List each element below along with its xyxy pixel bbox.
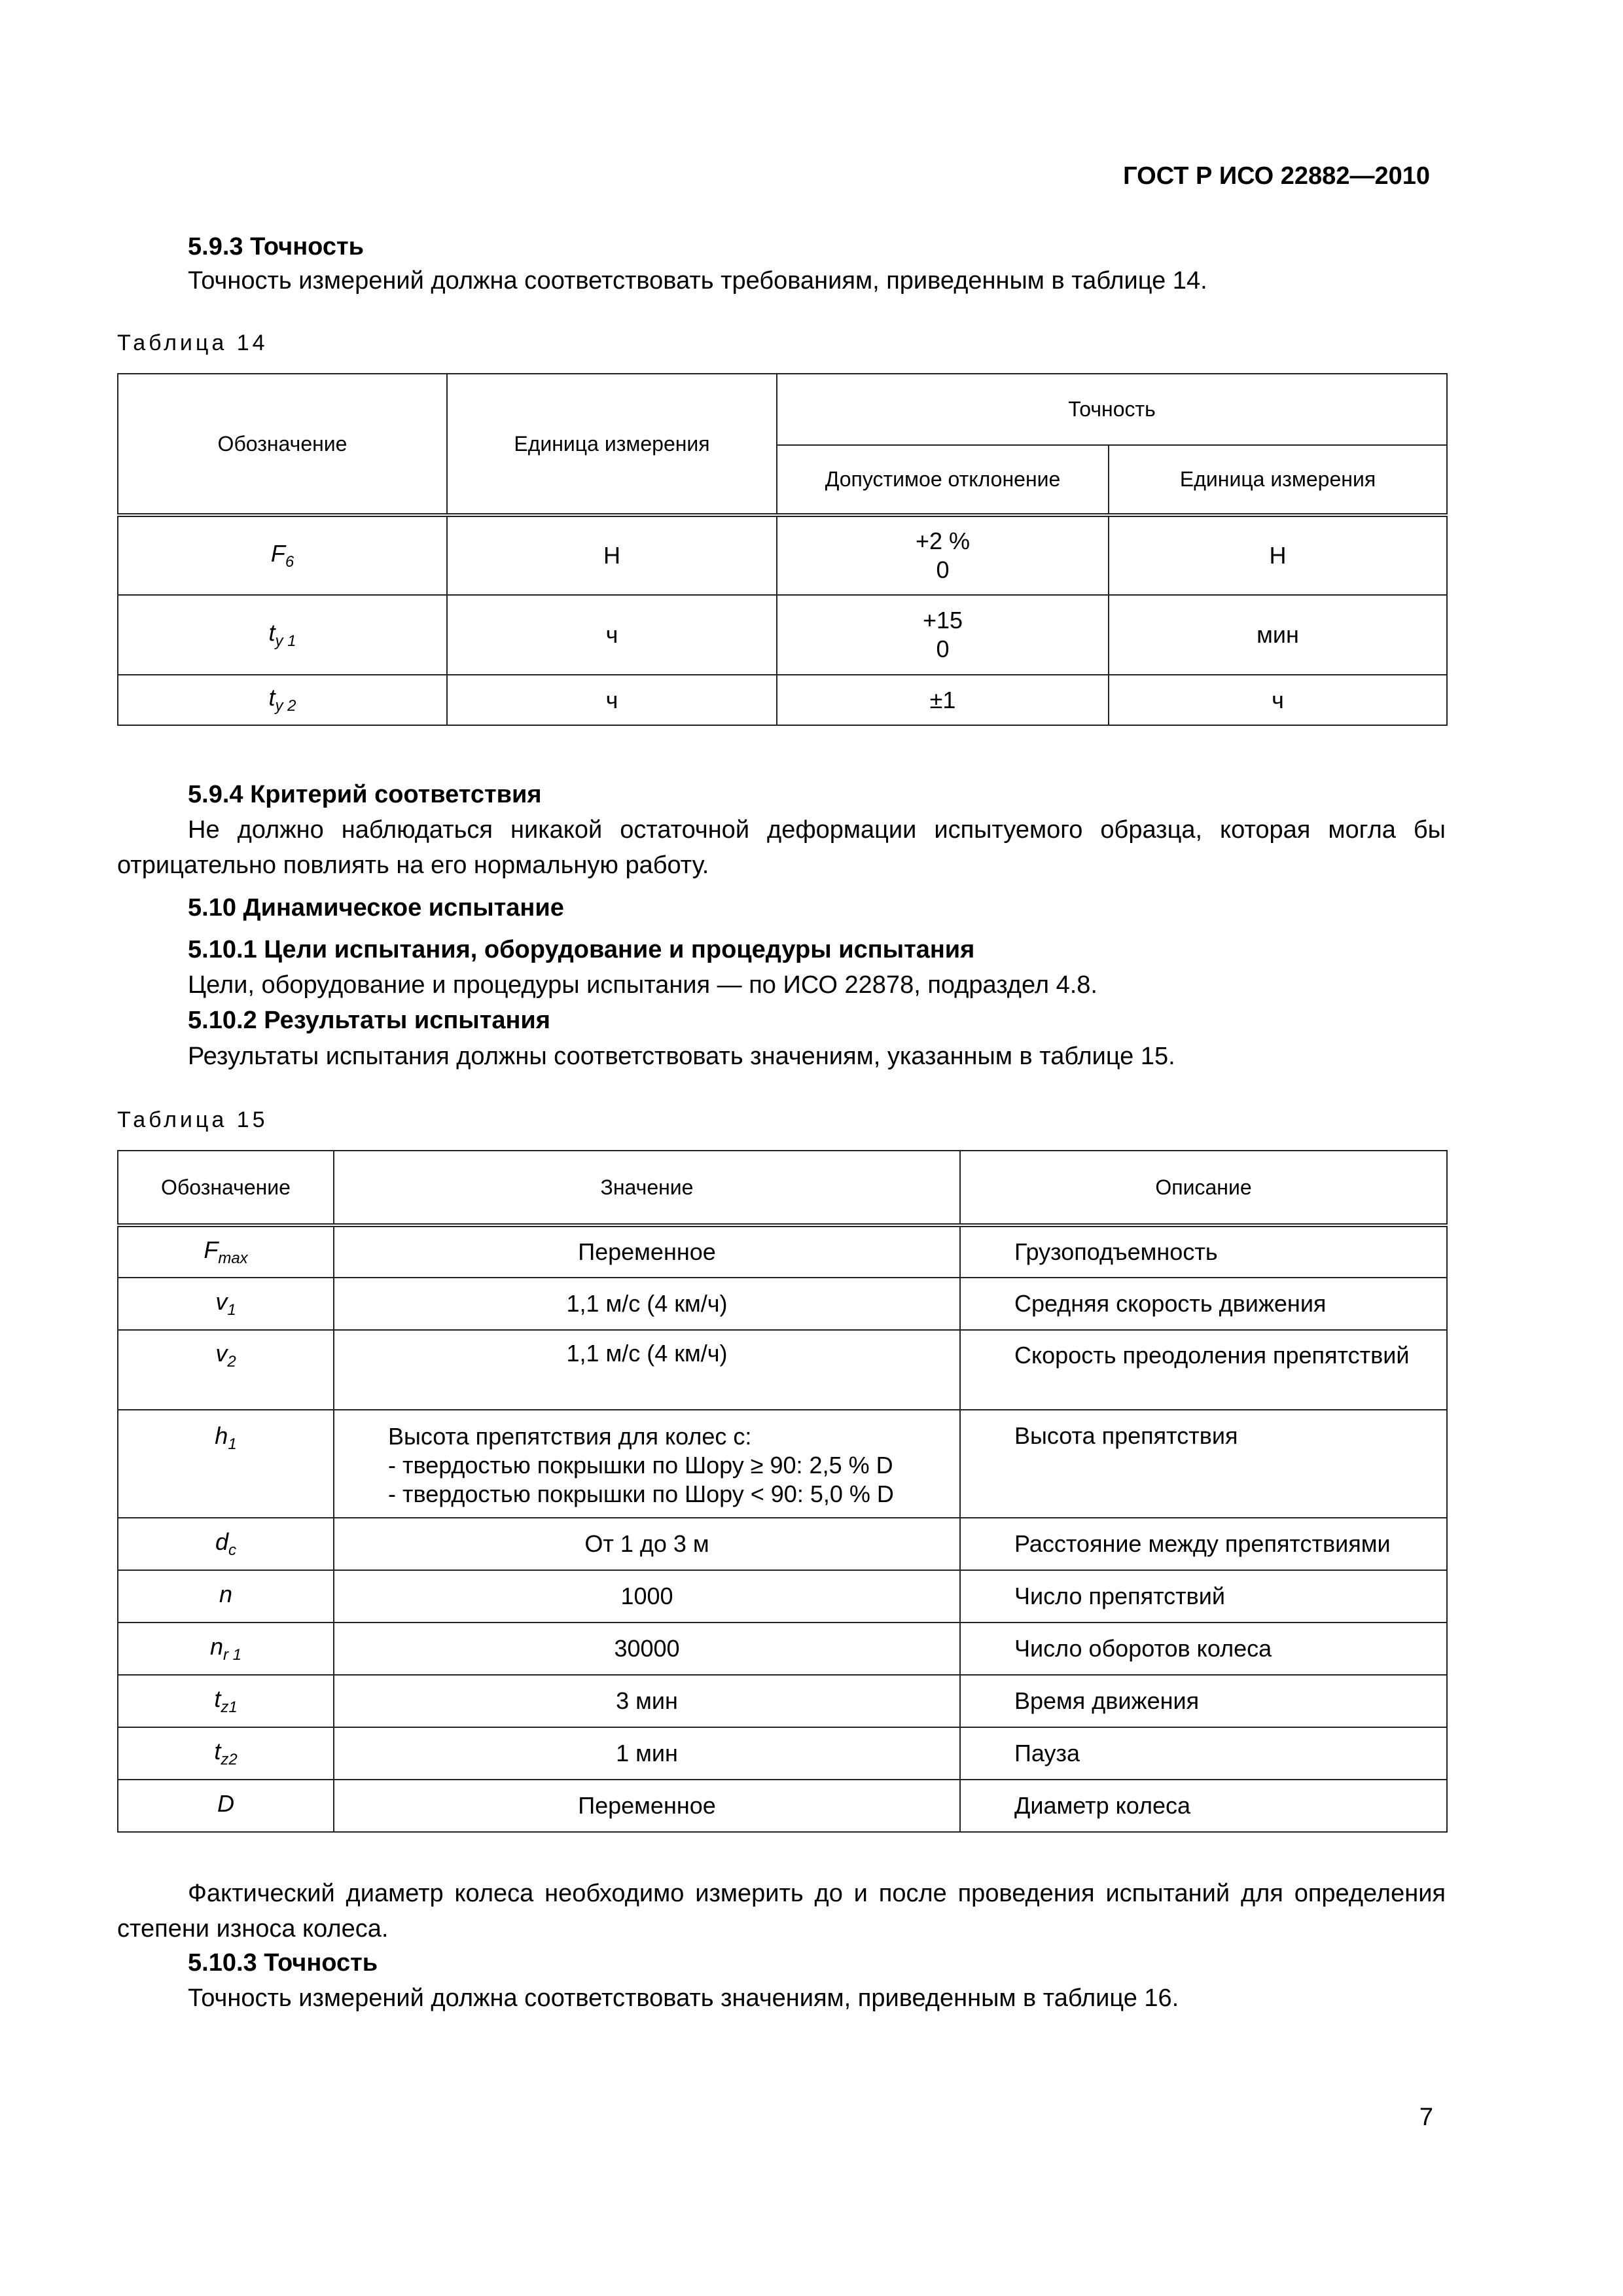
description-cell: Время движения: [960, 1675, 1447, 1727]
symbol-cell: $d_c$: [118, 1518, 334, 1570]
section-5-10-3-text: Точность измерений должна соответствовать значениям, приведенным в таблице 16.: [188, 1984, 1179, 2012]
symbol-cell: $t_{z1}$: [118, 1675, 334, 1727]
value-cell: От 1 до 3 м: [334, 1518, 960, 1570]
header-deviation: Допустимое отклонение: [777, 445, 1109, 515]
table-row: [118, 1780, 1447, 1832]
section-5-10-2-title: 5.10.2 Результаты испытания: [188, 1007, 550, 1034]
description-cell: Скорость преодоления препятствий: [960, 1330, 1447, 1410]
value-cell: Высота препятствия для колес с: - твердостью покрышки по Шору ≥ 90: 2,5 % D - твердостью покрышки по Шору < 90: 5,0 % D: [334, 1410, 960, 1518]
section-5-10-2-text: Результаты испытания должны соответствовать значениям, указанным в таблице 15.: [188, 1043, 1175, 1070]
description-cell: Число препятствий: [960, 1570, 1447, 1623]
description-cell: Грузоподъемность: [960, 1225, 1447, 1278]
description-cell: Диаметр колеса: [960, 1780, 1447, 1832]
value-cell: 1,1 м/с (4 км/ч): [334, 1330, 960, 1410]
table-row: [118, 675, 1447, 725]
symbol-cell: $F_{max}$: [118, 1225, 334, 1278]
table-14-caption: Таблица 14: [117, 331, 268, 355]
table-row: [118, 1675, 1447, 1727]
section-5-10-3-title: 5.10.3 Точность: [188, 1949, 378, 1977]
accuracy-unit-cell: ч: [1109, 675, 1447, 725]
table-row: [118, 1278, 1447, 1330]
symbol-cell: $t_{y 1}$: [118, 595, 447, 675]
accuracy-unit-cell: мин: [1109, 595, 1447, 675]
section-5-10-title: 5.10 Динамическое испытание: [188, 894, 564, 922]
after-table-text: Фактический диаметр колеса необходимо измерить до и после проведения испытаний для определения степени износа колеса.: [117, 1880, 1446, 1943]
description-cell: Расстояние между препятствиями: [960, 1518, 1447, 1570]
symbol-cell: $t_{y 2}$: [118, 675, 447, 725]
table-row: [118, 595, 1447, 675]
header-unit: Единица измерения: [447, 374, 777, 515]
value-cell: Переменное: [334, 1780, 960, 1832]
section-5-9-4-title: 5.9.4 Критерий соответствия: [188, 781, 542, 808]
table-15-caption: Таблица 15: [117, 1107, 268, 1132]
description-cell: Средняя скорость движения: [960, 1278, 1447, 1330]
section-5-9-3-title: 5.9.3 Точность: [188, 233, 364, 260]
accuracy-unit-cell: Н: [1109, 515, 1447, 595]
header-accuracy-unit: Единица измерения: [1109, 445, 1447, 515]
unit-cell: Н: [447, 515, 777, 595]
value-cell: 3 мин: [334, 1675, 960, 1727]
table-14: [117, 373, 1448, 726]
table-row: [118, 1623, 1447, 1675]
table-row: [118, 515, 1447, 595]
header-designation: Обозначение: [118, 374, 447, 515]
unit-cell: ч: [447, 595, 777, 675]
section-5-10-1-text: Цели, оборудование и процедуры испытания — по ИСО 22878, подраздел 4.8.: [188, 971, 1097, 999]
table-row: [118, 1727, 1447, 1780]
symbol-cell: $t_{z2}$: [118, 1727, 334, 1780]
page-number: 7: [1419, 2104, 1433, 2131]
header-accuracy: Точность: [777, 374, 1447, 445]
deviation-cell: ±1: [777, 675, 1109, 725]
value-cell: 1,1 м/с (4 км/ч): [334, 1278, 960, 1330]
symbol-cell: $h_1$: [118, 1410, 334, 1518]
deviation-cell: +2 % 0: [777, 515, 1109, 595]
section-5-9-4-text: Не должно наблюдаться никакой остаточной деформации испытуемого образца, которая могла бы отрицательно повлиять на его нормальную работу.: [117, 816, 1446, 879]
table-row: [118, 1518, 1447, 1570]
description-cell: Число оборотов колеса: [960, 1623, 1447, 1675]
value-cell: Переменное: [334, 1225, 960, 1278]
value-cell: 30000: [334, 1623, 960, 1675]
table-15: [117, 1150, 1448, 1833]
document-code: ГОСТ Р ИСО 22882—2010: [1123, 162, 1430, 190]
symbol-cell: $F_6$: [118, 515, 447, 595]
symbol-cell: D: [118, 1780, 334, 1832]
description-cell: Высота препятствия: [960, 1410, 1447, 1518]
table-row: [118, 1570, 1447, 1623]
description-cell: Пауза: [960, 1727, 1447, 1780]
section-5-10-1-title: 5.10.1 Цели испытания, оборудование и процедуры испытания: [188, 936, 975, 963]
header-designation: Обозначение: [118, 1151, 334, 1225]
value-cell: 1 мин: [334, 1727, 960, 1780]
deviation-cell: +15 0: [777, 595, 1109, 675]
symbol-cell: $v_1$: [118, 1278, 334, 1330]
table-row: [118, 1410, 1447, 1518]
symbol-cell: $n_{r 1}$: [118, 1623, 334, 1675]
symbol-cell: n: [118, 1570, 334, 1623]
unit-cell: ч: [447, 675, 777, 725]
symbol-cell: $v_2$: [118, 1330, 334, 1410]
header-description: Описание: [960, 1151, 1447, 1225]
value-cell: 1000: [334, 1570, 960, 1623]
table-row: [118, 1225, 1447, 1278]
header-value: Значение: [334, 1151, 960, 1225]
section-5-9-3-text: Точность измерений должна соответствовать требованиям, приведенным в таблице 14.: [188, 267, 1207, 295]
table-row: [118, 1330, 1447, 1410]
